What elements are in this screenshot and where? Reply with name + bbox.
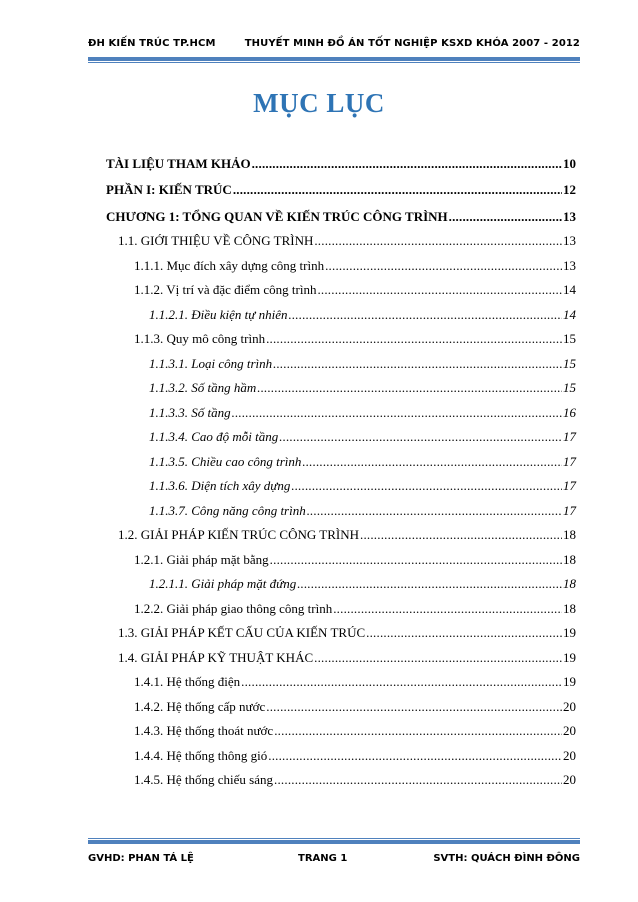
toc-entry[interactable] (106, 421, 576, 446)
toc-entry[interactable] (106, 225, 576, 250)
toc-entry[interactable] (106, 494, 576, 519)
page-title: MỤC LỤC (253, 88, 385, 118)
toc-entry-label: 1.2.2. Giải pháp giao thông công trình (134, 600, 333, 616)
toc-entry-label: 1.4.4. Hệ thống thông gió (134, 747, 268, 763)
toc-leader (449, 209, 562, 225)
toc-entry-label: 1.1.2. Vị trí và đặc điểm công trình (134, 282, 317, 297)
toc-entry[interactable] (106, 198, 576, 225)
toc-entry-page: 17 (563, 453, 576, 469)
page-header (88, 38, 580, 56)
header-rule-thin (88, 62, 580, 63)
toc-entry[interactable] (106, 470, 576, 495)
toc-entry-label: 1.4.2. Hệ thống cấp nước (134, 698, 266, 714)
header-rule-thick (88, 57, 580, 61)
toc-entry[interactable] (106, 739, 576, 764)
toc-entry-label: 1.4.5. Hệ thống chiếu sáng (134, 772, 274, 787)
toc-entry-label: 1.2.1.1. Giải pháp mặt đứng (149, 576, 297, 591)
toc-leader (274, 772, 562, 788)
toc-leader (314, 650, 562, 666)
toc-entry[interactable] (106, 764, 576, 789)
toc-leader (279, 429, 562, 445)
toc-leader (266, 331, 562, 347)
toc-entry-page: 20 (563, 772, 576, 787)
toc-entry-page: 20 (563, 723, 576, 738)
toc-entry-page: 18 (563, 600, 576, 616)
toc-entry-page: 15 (563, 331, 576, 346)
toc-entry[interactable] (106, 592, 576, 617)
toc-leader (302, 454, 562, 470)
toc-leader (232, 405, 562, 421)
toc-entry-label: 1.2. GIẢI PHÁP KIẾN TRÚC CÔNG TRÌNH (118, 527, 359, 542)
toc-entry-page: 13 (563, 208, 576, 224)
toc-entry-page: 20 (563, 747, 576, 763)
toc-entry-page: 16 (563, 404, 576, 420)
toc-entry-label: 1.1.2.1. Điều kiện tự nhiên (149, 306, 288, 322)
toc-leader (317, 282, 562, 298)
toc-entry-label: 1.1.3.1. Loại công trình (149, 355, 273, 371)
toc-entry[interactable] (106, 298, 576, 323)
toc-entry[interactable] (106, 445, 576, 470)
toc-entry[interactable] (106, 372, 576, 397)
toc-leader (360, 527, 562, 543)
toc-entry-page: 14 (563, 282, 576, 297)
toc-entry-page: 19 (563, 649, 576, 665)
toc-leader (291, 478, 562, 494)
toc-leader (274, 723, 562, 739)
toc-entry-label: 1.1. GIỚI THIỆU VỀ CÔNG TRÌNH (118, 233, 314, 248)
toc-entry[interactable] (106, 249, 576, 274)
toc-entry[interactable] (106, 347, 576, 372)
toc-leader (257, 380, 562, 396)
toc-entry[interactable] (106, 617, 576, 642)
toc-entry-label: 1.1.3.3. Số tầng (149, 404, 231, 420)
toc-entry-label: 1.1.3.4. Cao độ mỗi tầng (149, 429, 279, 444)
toc-entry-label: 1.1.3. Quy mô công trình (134, 331, 266, 346)
toc-leader (252, 156, 562, 172)
toc-entry[interactable] (106, 274, 576, 299)
toc-entry-page: 18 (563, 576, 576, 591)
page-footer (88, 853, 580, 871)
toc-entry-label: CHƯƠNG 1: TỔNG QUAN VỀ KIẾN TRÚC CÔNG TRÌNH (106, 208, 448, 224)
footer-rule-thin (88, 838, 580, 839)
toc-entry-label: 1.3. GIẢI PHÁP KẾT CẤU CỦA KIẾN TRÚC (118, 625, 366, 640)
toc-entry-page: 18 (563, 527, 576, 542)
toc-leader (307, 503, 562, 519)
toc-entry-label: 1.4. GIẢI PHÁP KỸ THUẬT KHÁC (118, 649, 314, 665)
toc-entry-page: 17 (563, 478, 576, 493)
toc-leader (270, 552, 562, 568)
footer-rule-thick (88, 840, 580, 844)
toc-entry[interactable] (106, 145, 576, 172)
toc-leader (297, 576, 562, 592)
header-right-text: THUYẾT MINH ĐỒ ÁN TỐT NGHIỆP KSXD KHÓA 2007 - 2012 (244, 38, 580, 49)
toc-leader (333, 601, 562, 617)
toc-entry-page: 13 (563, 233, 576, 248)
toc-entry[interactable] (106, 641, 576, 666)
toc-entry-page: 15 (563, 355, 576, 371)
toc-entry[interactable] (106, 396, 576, 421)
toc-entry[interactable] (106, 543, 576, 568)
toc-entry-label: 1.1.3.5. Chiều cao công trình (149, 453, 302, 469)
toc-entry[interactable] (106, 323, 576, 348)
footer-left-text: GVHD: PHAN TÁ LỆ (88, 853, 194, 864)
toc-entry[interactable] (106, 172, 576, 199)
toc-entry-label: 1.1.3.2. Số tầng hầm (149, 380, 257, 395)
toc-entry-page: 19 (563, 625, 576, 640)
toc-leader (266, 699, 562, 715)
toc-leader (314, 233, 562, 249)
toc-entry-page: 10 (563, 155, 576, 171)
toc-entry[interactable] (106, 690, 576, 715)
toc-entry-label: 1.1.3.6. Diện tích xây dựng (149, 478, 291, 493)
footer-page-number: TRANG 1 (298, 853, 348, 864)
toc-leader (366, 625, 562, 641)
toc-entry-page: 17 (563, 429, 576, 444)
toc-entry-label: TÀI LIỆU THAM KHẢO (106, 155, 251, 171)
toc-leader (241, 674, 562, 690)
toc-leader (268, 748, 562, 764)
toc-entry-page: 15 (563, 380, 576, 395)
toc-entry-label: PHẦN I: KIẾN TRÚC (106, 182, 232, 197)
header-left-text: ĐH KIẾN TRÚC TP.HCM (88, 38, 216, 49)
toc-entry-label: 1.2.1. Giải pháp mặt bằng (134, 551, 269, 567)
toc-entry-label: 1.4.3. Hệ thống thoát nước (134, 723, 274, 738)
toc-leader (273, 356, 562, 372)
toc-leader (325, 258, 562, 274)
toc-entry[interactable] (106, 715, 576, 740)
toc-entry[interactable] (106, 568, 576, 593)
toc-entry-page: 19 (563, 674, 576, 689)
toc-entry-page: 12 (563, 182, 576, 197)
toc-entry-page: 20 (563, 698, 576, 714)
toc-leader (233, 182, 562, 198)
toc-entry[interactable] (106, 519, 576, 544)
toc-entry-label: 1.4.1. Hệ thống điện (134, 674, 241, 689)
toc-entry-page: 18 (563, 551, 576, 567)
toc-entry-page: 17 (563, 502, 576, 518)
toc-entry-page: 14 (563, 306, 576, 322)
toc-entry-label: 1.1.3.7. Công năng công trình (149, 502, 306, 518)
toc-entry-page: 13 (563, 257, 576, 273)
toc-leader (289, 307, 562, 323)
toc-entry[interactable] (106, 666, 576, 691)
toc-entry-label: 1.1.1. Mục đích xây dựng công trình (134, 257, 325, 273)
table-of-contents (106, 145, 576, 788)
footer-right-text: SVTH: QUÁCH ĐÌNH ĐÔNG (433, 853, 580, 864)
